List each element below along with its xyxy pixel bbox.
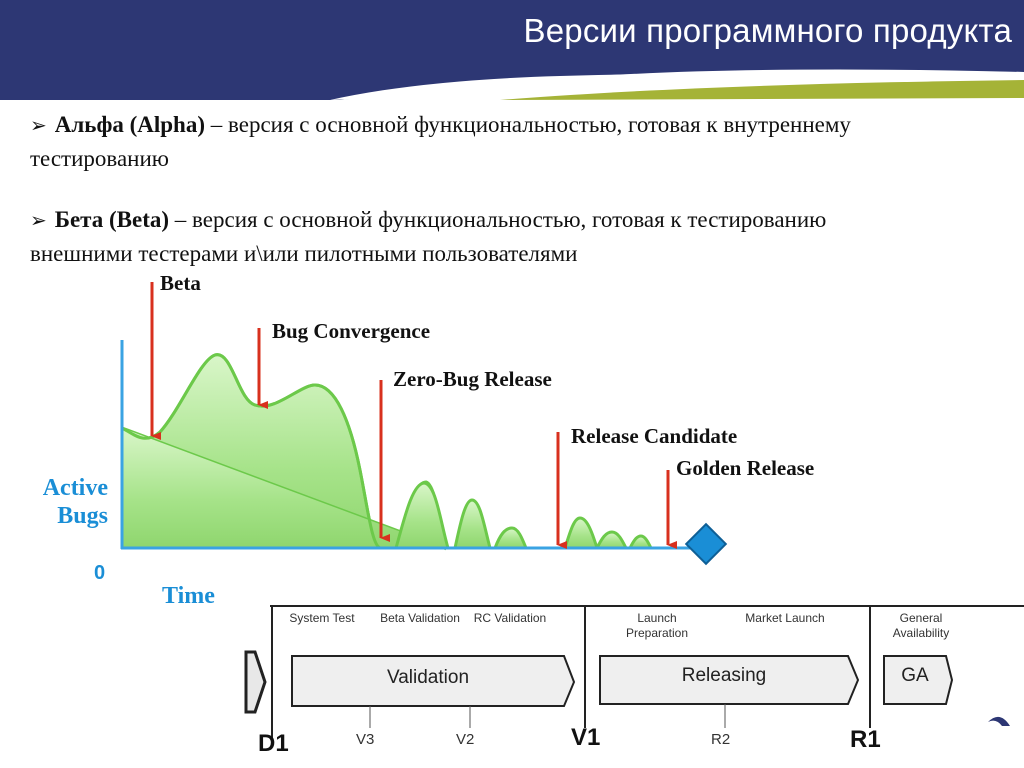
releasing-bar-label: Releasing bbox=[681, 665, 767, 686]
phase-market-launch: Market Launch bbox=[745, 611, 825, 625]
milestone-v1: V1 bbox=[571, 724, 601, 751]
bug-convergence-label: Bug Convergence bbox=[272, 319, 431, 343]
slide-title: Версии программного продукта bbox=[523, 12, 1012, 49]
bugs-label: Bugs bbox=[57, 503, 108, 529]
milestone-v2: V2 bbox=[456, 731, 475, 748]
phase-rc-validation: RC Validation bbox=[473, 611, 547, 625]
ga-bar-label: GA bbox=[901, 665, 929, 686]
phase-launch-preparation: Launch Preparation bbox=[625, 611, 689, 640]
milestone-d1: D1 bbox=[258, 730, 289, 757]
arrow-bullet-icon: ➢ bbox=[30, 208, 47, 232]
phase-general-availability: General Availability bbox=[892, 611, 950, 640]
beta-term: Бета (Beta) bbox=[54, 207, 170, 232]
origin-label: 0 bbox=[94, 562, 106, 584]
time-label: Time bbox=[162, 583, 215, 609]
beta-text: – версия с основной функциональностью, готовая к тестированию внешними тестерами и\или пилотными пользователями bbox=[30, 207, 827, 266]
corner-logo-icon bbox=[988, 717, 1010, 726]
validation-bar-label: Validation bbox=[386, 667, 470, 688]
phase-beta-validation: Beta Validation bbox=[380, 611, 460, 625]
phase-system-test: System Test bbox=[289, 611, 355, 625]
alpha-text: – версия с основной функциональностью, готовая к внутреннему тестированию bbox=[30, 112, 851, 171]
alpha-term: Альфа (Alpha) bbox=[54, 112, 206, 137]
beta-label: Beta bbox=[160, 271, 201, 295]
arrow-bullet-icon: ➢ bbox=[30, 113, 47, 137]
milestone-r1: R1 bbox=[850, 726, 881, 753]
zero-bug-release-label: Zero-Bug Release bbox=[393, 367, 552, 391]
release-candidate-label: Release Candidate bbox=[571, 424, 738, 448]
milestone-v3: V3 bbox=[356, 731, 375, 748]
milestone-r2: R2 bbox=[711, 731, 731, 748]
previous-phase-chevron bbox=[246, 652, 265, 712]
golden-release-label: Golden Release bbox=[676, 456, 815, 480]
active-label: Active bbox=[42, 475, 108, 501]
